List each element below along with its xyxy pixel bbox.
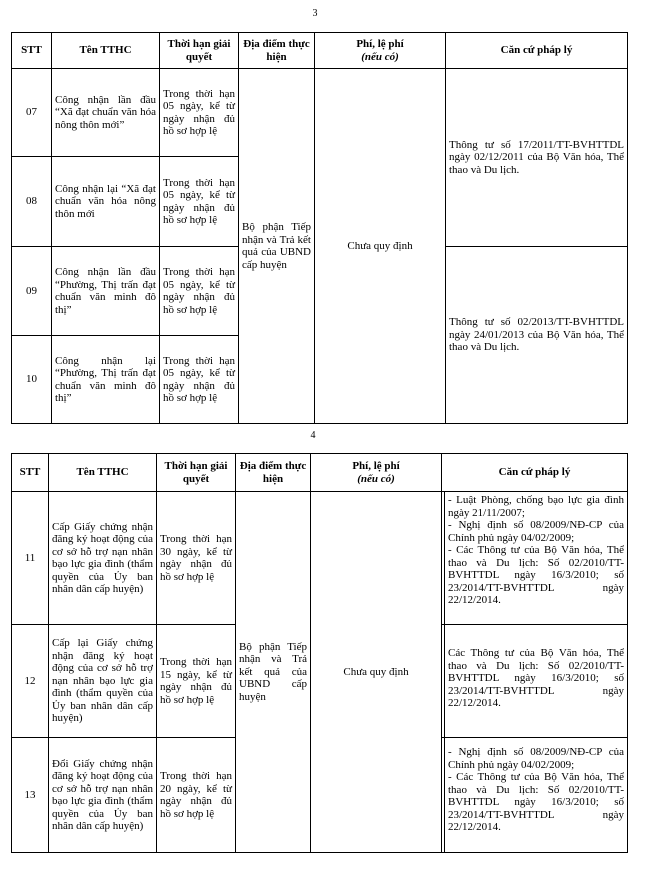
- row-name: Cấp lại Giấy chứng nhận đăng ký hoạt động của cơ sở hỗ trợ nạn nhân bạo lực gia đình (thẩm quyền của Ủy ban nhân dân cấp huyện): [49, 625, 157, 738]
- table-row: [12, 492, 628, 625]
- legal-cell: [442, 492, 628, 625]
- row-name: Công nhận lại “Phường, Thị trấn đạt chuẩn văn minh đô thị”: [52, 336, 160, 424]
- header-name: Tên TTHC: [52, 33, 160, 69]
- table-row: [12, 69, 628, 157]
- header-fee: Phí, lệ phí (nếu có): [311, 454, 442, 492]
- row-time: Trong thời hạn 20 ngày, kể từ ngày nhận đủ hồ sơ hợp lệ: [157, 738, 236, 853]
- row-stt: 07: [12, 69, 52, 157]
- row-time: Trong thời hạn 05 ngày, kể từ ngày nhận đủ hồ sơ hợp lệ: [160, 336, 239, 424]
- row-name: Công nhận lần đầu “Phường, Thị trấn đạt chuẩn văn minh đô thị”: [52, 247, 160, 336]
- row-stt: 08: [12, 157, 52, 247]
- legal-line: - Luật Phòng, chống bạo lực gia đình ngày 21/11/2007;: [448, 494, 624, 519]
- place-cell: Bộ phận Tiếp nhận và Trả kết quả của UBND cấp huyện: [239, 69, 315, 424]
- row-stt: 10: [12, 336, 52, 424]
- fee-cell: Chưa quy định: [311, 492, 442, 853]
- header-time: Thời hạn giải quyết: [160, 33, 239, 69]
- legal-line: - Các Thông tư của Bộ Văn hóa, Thể thao và Du lịch: Số 02/2010/TT-BVHTTDL ngày 16/3/2010; số 23/2014/TT-BVHTTDL ngày 22/12/2014.: [448, 771, 624, 833]
- procedures-table-page-3: [11, 32, 628, 424]
- legal-cell: Thông tư số 17/2011/TT-BVHTTDL ngày 02/12/2011 của Bộ Văn hóa, Thể thao và Du lịch.: [446, 69, 628, 247]
- legal-cell: [442, 625, 628, 738]
- header-legal: Căn cứ pháp lý: [446, 33, 628, 69]
- row-stt: 09: [12, 247, 52, 336]
- legal-line: - Nghị định số 08/2009/NĐ-CP của Chính phủ ngày 04/02/2009;: [448, 746, 624, 771]
- row-name: Cấp Giấy chứng nhận đăng ký hoạt động của cơ sở hỗ trợ nạn nhân bạo lực gia đình (thẩm quyền của Ủy ban nhân dân cấp huyện): [49, 492, 157, 625]
- legal-cell: Thông tư số 02/2013/TT-BVHTTDL ngày 24/01/2013 của Bộ Văn hóa, Thể thao và Du lịch.: [446, 247, 628, 424]
- legal-line: Các Thông tư của Bộ Văn hóa, Thể thao và Du lịch: Số 02/2010/TT-BVHTTDL ngày 16/3/2010; số 23/2014/TT-BVHTTDL ngày 22/12/2014.: [448, 647, 624, 709]
- header-legal: Căn cứ pháp lý: [442, 454, 628, 492]
- row-name: Đổi Giấy chứng nhận đăng ký hoạt động của cơ sở hỗ trợ nạn nhân bạo lực gia đình (thẩm quyền của Ủy ban nhân dân cấp huyện): [49, 738, 157, 853]
- row-stt: 13: [12, 738, 49, 853]
- page-number: 3: [312, 8, 318, 19]
- row-stt: 12: [12, 625, 49, 738]
- fee-cell: Chưa quy định: [315, 69, 446, 424]
- table-header-row: [12, 33, 628, 69]
- header-place: Địa điểm thực hiện: [239, 33, 315, 69]
- row-time: Trong thời hạn 05 ngày, kể từ ngày nhận đủ hồ sơ hợp lệ: [160, 157, 239, 247]
- header-name: Tên TTHC: [49, 454, 157, 492]
- header-stt: STT: [12, 33, 52, 69]
- legal-line: - Nghị định số 08/2009/NĐ-CP của Chính phủ ngày 04/02/2009;: [448, 519, 624, 544]
- row-name: Công nhận lại “Xã đạt chuẩn văn hóa nông thôn mới: [52, 157, 160, 247]
- row-time: Trong thời hạn 15 ngày, kể từ ngày nhận đủ hồ sơ hợp lệ: [157, 625, 236, 738]
- row-stt: 11: [12, 492, 49, 625]
- row-name: Công nhận lần đầu “Xã đạt chuẩn văn hóa nông thôn mới”: [52, 69, 160, 157]
- row-time: Trong thời hạn 05 ngày, kể từ ngày nhận đủ hồ sơ hợp lệ: [160, 69, 239, 157]
- row-time: Trong thời hạn 05 ngày, kể từ ngày nhận đủ hồ sơ hợp lệ: [160, 247, 239, 336]
- place-cell: Bộ phận Tiếp nhận và Trả kết quả của UBND cấp huyện: [236, 492, 311, 853]
- legal-line: - Các Thông tư của Bộ Văn hóa, Thể thao và Du lịch: Số 02/2010/TT-BVHTTDL ngày 16/3/2010; số 23/2014/TT-BVHTTDL ngày 22/12/2014.: [448, 544, 624, 606]
- procedures-table-page-4: [11, 453, 628, 853]
- header-fee: Phí, lệ phí (nếu có): [315, 33, 446, 69]
- header-time: Thời hạn giải quyết: [157, 454, 236, 492]
- header-place: Địa điểm thực hiện: [236, 454, 311, 492]
- row-time: Trong thời hạn 30 ngày, kể từ ngày nhận đủ hồ sơ hợp lệ: [157, 492, 236, 625]
- page-number: 4: [310, 430, 316, 441]
- legal-cell: [442, 738, 628, 853]
- header-stt: STT: [12, 454, 49, 492]
- table-header-row: [12, 454, 628, 492]
